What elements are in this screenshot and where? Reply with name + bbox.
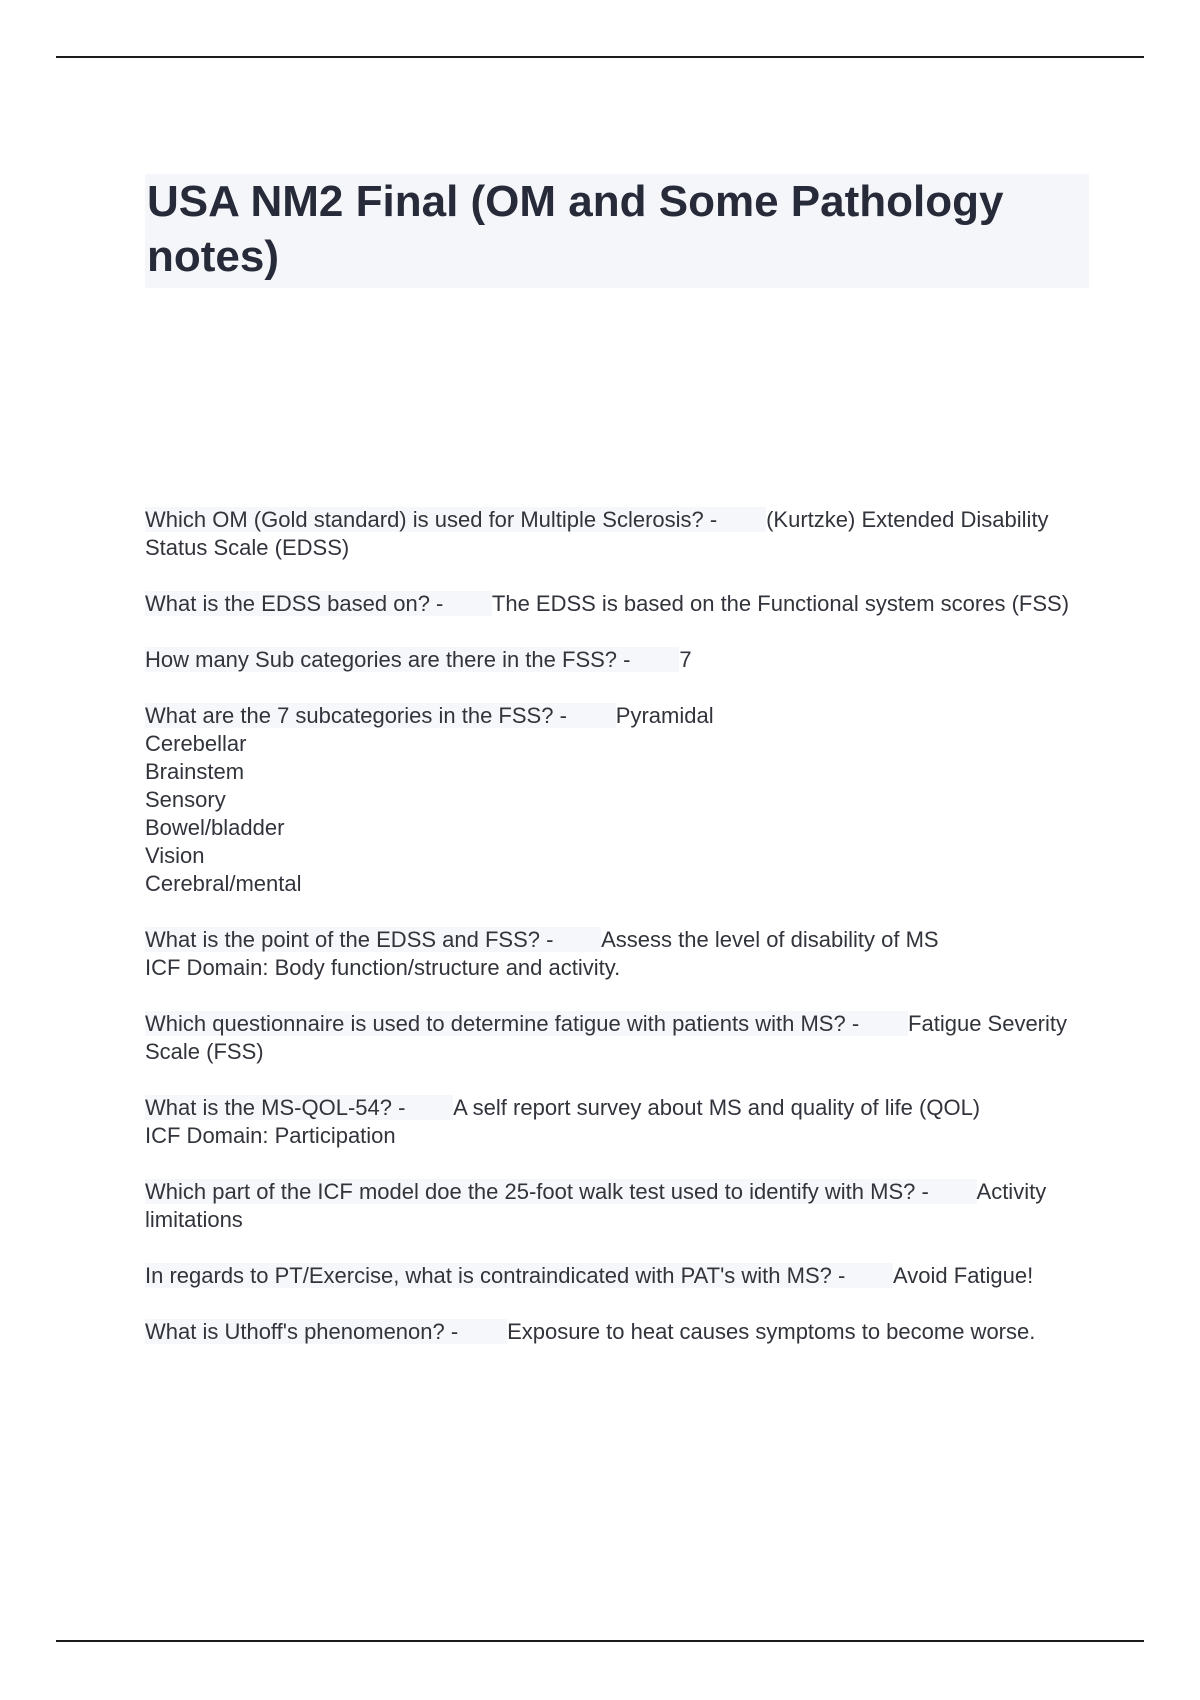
flashcard-item: [145, 1010, 1090, 1066]
flashcard-item: [145, 926, 1090, 982]
flashcard-answer: Pyramidal Cerebellar Brainstem Sensory Bowel/bladder Vision Cerebral/mental: [145, 703, 714, 896]
flashcard-question: What is Uthoff's phenomenon? -: [145, 1319, 459, 1344]
flashcard-answer: Activity limitations: [145, 1179, 1053, 1232]
flashcard-list: [145, 506, 1090, 1374]
flashcard-question: How many Sub categories are there in the FSS? -: [145, 647, 631, 672]
flashcard-item: [145, 590, 1090, 618]
flashcard-answer: Assess the level of disability of MS ICF Domain: Body function/structure and activity.: [145, 927, 939, 980]
flashcard-question: What is the EDSS based on? -: [145, 591, 444, 616]
flashcard-question: Which questionnaire is used to determine fatigue with patients with MS? -: [145, 1011, 860, 1036]
flashcard-item: [145, 1178, 1090, 1234]
flashcard-answer: 7: [679, 647, 692, 672]
header-rule: [56, 56, 1144, 58]
flashcard-item: [145, 1094, 1090, 1150]
flashcard-question: What is the MS-QOL-54? -: [145, 1095, 406, 1120]
flashcard-item: [145, 1262, 1090, 1290]
flashcard-answer: The EDSS is based on the Functional system scores (FSS): [491, 591, 1070, 616]
page-title: USA NM2 Final (OM and Some Pathology notes): [147, 177, 1004, 281]
flashcard-question: In regards to PT/Exercise, what is contraindicated with PAT's with MS? -: [145, 1263, 846, 1288]
flashcard-question: What are the 7 subcategories in the FSS? -: [145, 703, 567, 728]
flashcard-item: [145, 702, 1090, 898]
flashcard-answer: (Kurtzke) Extended Disability Status Scale (EDSS): [145, 507, 1055, 560]
title-block: [145, 174, 1089, 288]
flashcard-question: Which OM (Gold standard) is used for Multiple Sclerosis? -: [145, 507, 718, 532]
flashcard-item: [145, 506, 1090, 562]
flashcard-item: [145, 1318, 1090, 1346]
footer-rule: [56, 1640, 1144, 1642]
flashcard-question: Which part of the ICF model doe the 25-foot walk test used to identify with MS? -: [145, 1179, 929, 1204]
flashcard-answer: Fatigue Severity Scale (FSS): [145, 1011, 1074, 1064]
flashcard-item: [145, 646, 1090, 674]
flashcard-answer: Avoid Fatigue!: [893, 1263, 1034, 1288]
flashcard-question: What is the point of the EDSS and FSS? -: [145, 927, 554, 952]
flashcard-answer: Exposure to heat causes symptoms to become worse.: [507, 1319, 1036, 1344]
flashcard-answer: A self report survey about MS and quality of life (QOL) ICF Domain: Participation: [145, 1095, 981, 1148]
